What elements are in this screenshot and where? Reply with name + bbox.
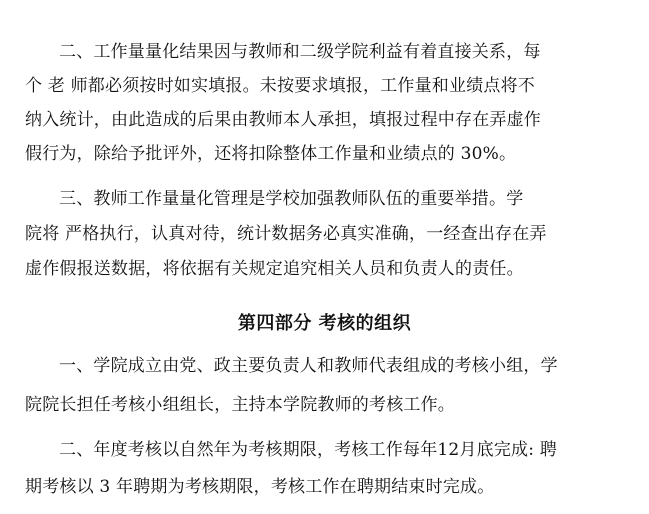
paragraph-3-line-3 <box>0 255 649 283</box>
paragraph-5-line-1 <box>0 436 649 464</box>
text-run: 个 老 师都必须按时如实填报。未按要求填报，工作量和业绩点将不 <box>25 76 536 96</box>
text-run: 三、教师工作量量化管理是学校加强教师队伍的重要举措。学 <box>59 189 524 209</box>
text-run: 纳入统计，由此造成的后果由教师本人承担，填报过程中存在弄虚作 <box>25 110 541 130</box>
text-run: 二、年度考核以自然年为考核期限，考核工作每年12月底完成: 聘 <box>59 440 557 460</box>
paragraph-3-line-2 <box>0 220 649 248</box>
text-run: 虚作假报送数据，将依据有关规定追究相关人员和负责人的责任。 <box>25 259 524 279</box>
paragraph-2-line-1 <box>0 38 649 66</box>
paragraph-2-line-3 <box>0 106 649 134</box>
paragraph-2-line-2 <box>0 72 649 100</box>
paragraph-5-line-2 <box>0 473 649 501</box>
text-run: 期考核以 3 年聘期为考核期限，考核工作在聘期结束时完成。 <box>25 477 495 497</box>
section-title: 第四部分 考核的组织 <box>237 313 412 334</box>
paragraph-3-line-1 <box>0 185 649 213</box>
text-run: 二、工作量量化结果因与教师和二级学院利益有着直接关系，每 <box>59 42 541 62</box>
text-run: 院将 严格执行，认真对待，统计数据务必真实准确，一经查出存在弄 <box>25 224 547 244</box>
paragraph-4-line-1 <box>0 352 649 380</box>
text-run: 假行为，除给予批评外，还将扣除整体工作量和业绩点的 30%。 <box>25 144 517 164</box>
paragraph-4-line-2 <box>0 391 649 419</box>
text-run: 一、学院成立由党、政主要负责人和教师代表组成的考核小组，学 <box>59 356 558 376</box>
paragraph-2-line-4 <box>0 140 649 168</box>
text-run: 院院长担任考核小组组长，主持本学院教师的考核工作。 <box>25 395 455 415</box>
